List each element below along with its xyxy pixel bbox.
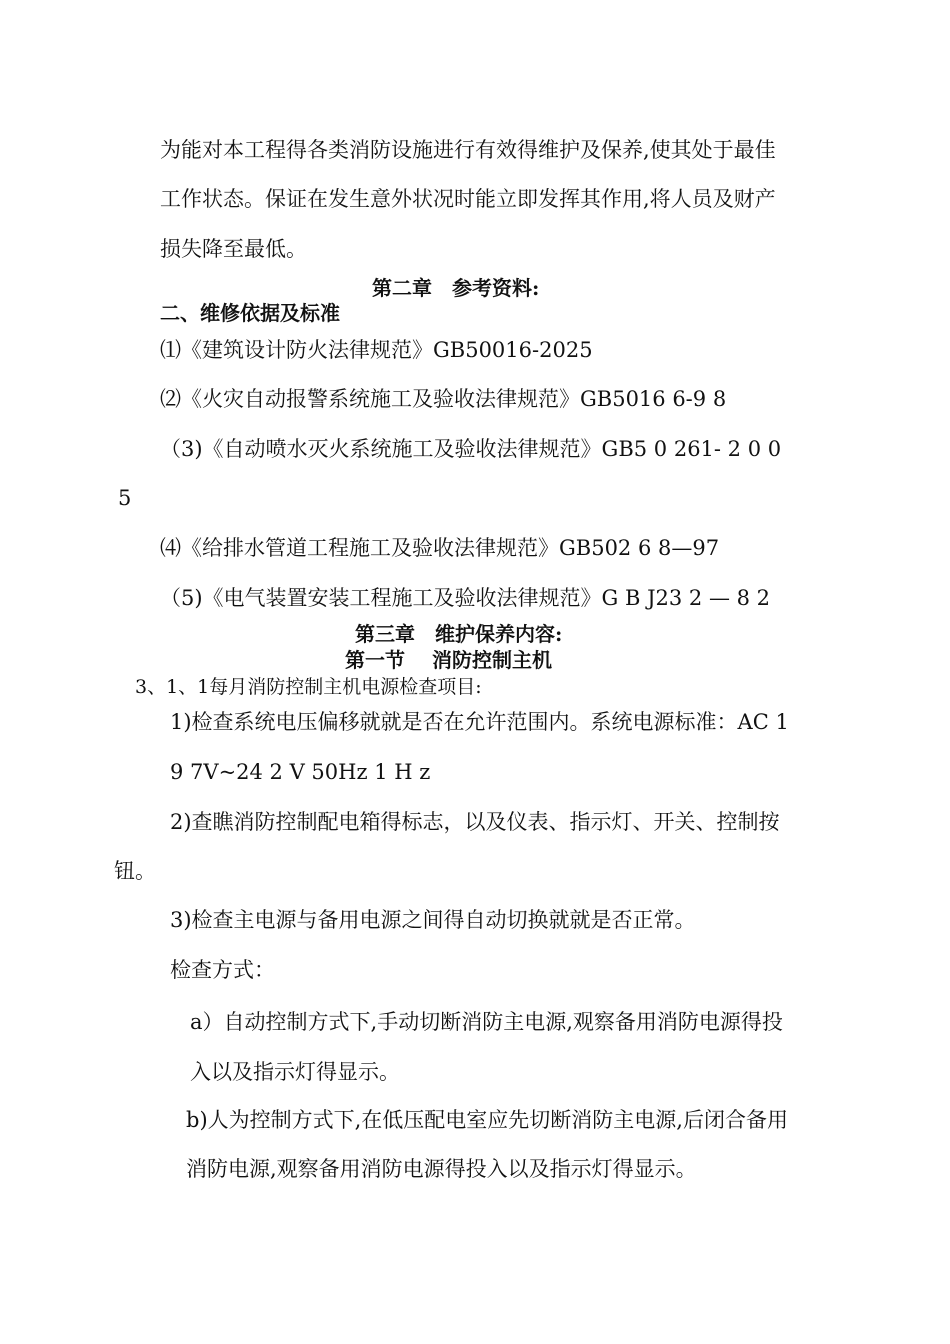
check-item-3: 3)检查主电源与备用电源之间得自动切换就就是否正常。	[170, 908, 696, 932]
intro-line-3: 损失降至最低。	[160, 237, 307, 261]
method-a-continued: 入以及指示灯得显示。	[190, 1060, 400, 1084]
check-item-2-continued: 钮。	[114, 859, 156, 883]
check-item-2: 2)查瞧消防控制配电箱得标志，以及仪表、指示灯、开关、控制按	[170, 810, 780, 834]
check-method-label: 检查方式：	[170, 958, 275, 982]
chapter-2-title: 第二章 参考资料:	[372, 276, 540, 300]
section-title: 二、维修依据及标准	[160, 301, 340, 325]
method-b: b)人为控制方式下,在低压配电室应先切断消防主电源,后闭合备用	[186, 1108, 788, 1132]
reference-2: ⑵《火灾自动报警系统施工及验收法律规范》GB5016 6-9 8	[160, 387, 727, 411]
reference-5: （5)《电气装置安装工程施工及验收法律规范》G B J23 2 — 8 2	[160, 586, 771, 610]
check-item-1: 1)检查系统电压偏移就就是否在允许范围内。系统电源标准：AC 1	[170, 710, 789, 734]
chapter-3-title: 第三章 维护保养内容:	[355, 622, 563, 646]
reference-4: ⑷《给排水管道工程施工及验收法律规范》GB502 6 8—97	[160, 536, 720, 560]
intro-line-1: 为能对本工程得各类消防设施进行有效得维护及保养,使其处于最佳	[160, 138, 776, 162]
method-b-continued: 消防电源,观察备用消防电源得投入以及指示灯得显示。	[186, 1157, 697, 1181]
reference-3: （3)《自动喷水灭火系统施工及验收法律规范》GB5 0 261- 2 0 0	[160, 437, 782, 461]
reference-3-continued: 5	[118, 486, 132, 510]
subsection-title: 3、1、1每月消防控制主机电源检查项目:	[135, 676, 482, 698]
section-1-title: 第一节 消防控制主机	[345, 648, 552, 672]
intro-line-2: 工作状态。保证在发生意外状况时能立即发挥其作用,将人员及财产	[160, 187, 776, 211]
method-a: a）自动控制方式下,手动切断消防主电源,观察备用消防电源得投	[190, 1010, 783, 1034]
check-item-1-continued: 9 7V~24 2 V 50Hz 1 H z	[170, 760, 431, 784]
reference-1: ⑴《建筑设计防火法律规范》GB50016-2025	[160, 338, 593, 362]
